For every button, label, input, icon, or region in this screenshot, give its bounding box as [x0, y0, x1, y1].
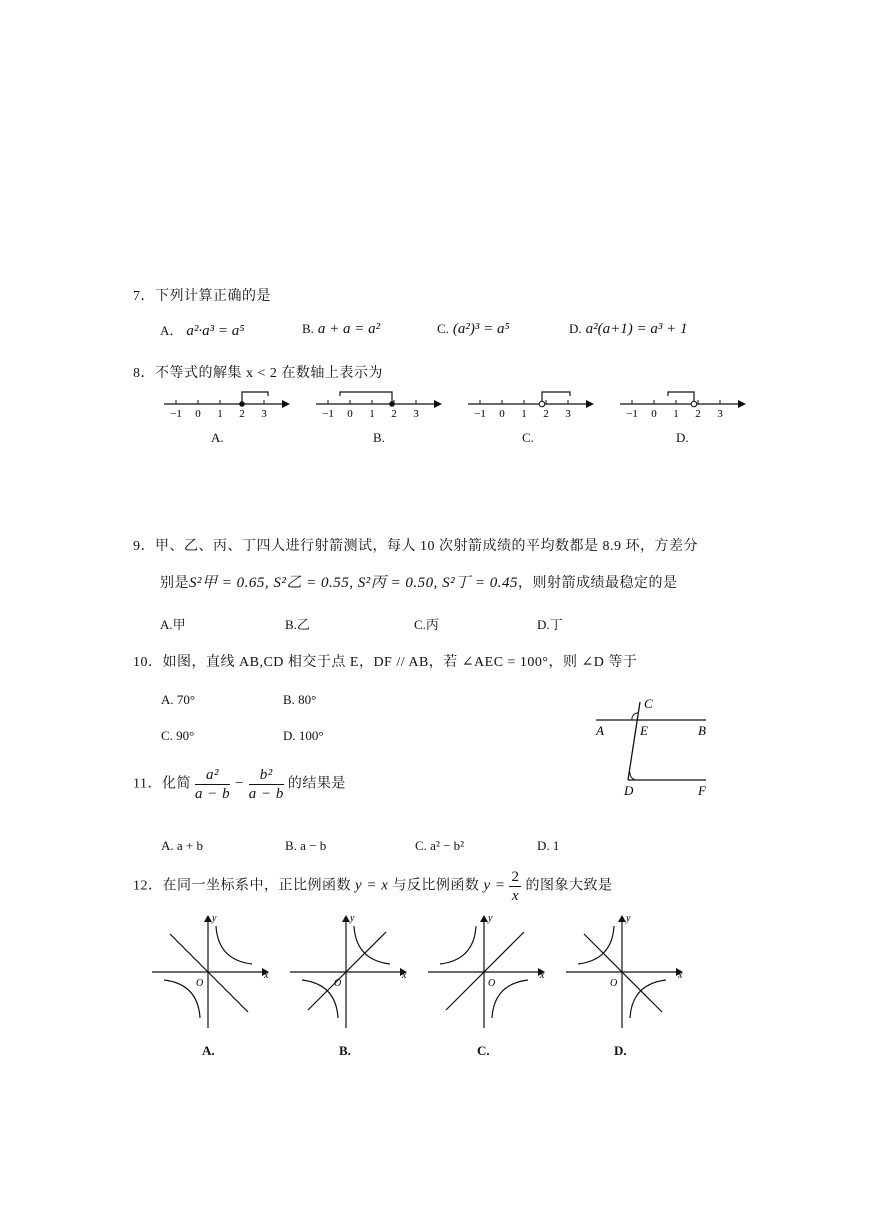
q12-label-d: D.	[614, 1043, 627, 1058]
q10-fig-label-f: F	[698, 783, 706, 798]
q7-option-c	[437, 320, 510, 338]
q11-option-d: D. 1	[537, 838, 560, 853]
q7-option-a-math: a²·a³ = a⁵	[186, 323, 245, 339]
q8b-tick-4: 3	[413, 408, 419, 420]
q8a-tick-1: 0	[195, 408, 201, 420]
q9-stem: 9．甲、乙、丙、丁四人进行射箭测试，每人 10 次射箭成绩的平均数都是 8.9 环，方差分	[133, 539, 698, 554]
q8-numberline-a	[160, 386, 294, 422]
q8-numberline-d	[616, 386, 750, 422]
q10-fig-label-c: C	[644, 696, 653, 711]
q12-stem-mid: 与反比例函数	[392, 878, 480, 894]
q10-fig-label-a: A	[596, 723, 604, 738]
q10-fig-label-b: B	[698, 723, 706, 738]
q8-stem: 8．不等式的解集 x < 2 在数轴上表示为	[133, 366, 383, 381]
q12d-origin: O	[610, 978, 618, 989]
q12-stem	[133, 868, 612, 905]
q10-fig-label-d: D	[624, 783, 634, 798]
q8c-tick-1: 0	[499, 408, 505, 420]
q8-label-d: D.	[676, 430, 689, 445]
q12c-x-label: x	[540, 970, 545, 981]
q12c-origin: O	[488, 978, 496, 989]
q8d-tick-0: −1	[626, 408, 638, 420]
q12-stem-prefix: 12．在同一坐标系中，正比例函数	[133, 878, 351, 894]
q8c-tick-4: 3	[565, 408, 571, 420]
q8-numberline-b	[312, 386, 446, 422]
q7-option-c-math: (a²)³ = a⁵	[452, 321, 510, 337]
q11-f1-den: a − b	[194, 786, 231, 802]
q9-variances: S²甲 = 0.65, S²乙 = 0.55, S²丙 = 0.50, S²丁 = 0.45	[189, 575, 518, 591]
q7-option-d-math: a²(a+1) = a³ + 1	[585, 321, 688, 337]
q8b-tick-2: 1	[369, 408, 375, 420]
q11-stem-prefix: 11．化简	[133, 776, 191, 792]
q7-option-c-label: C.	[437, 321, 449, 336]
q7-option-a	[160, 320, 244, 340]
q11-stem-suffix: 的结果是	[287, 776, 346, 792]
q12-f2-den: x	[511, 888, 520, 904]
q8-numberline-c	[464, 386, 598, 422]
q12-label-b: B.	[339, 1043, 351, 1058]
q7-option-b-label: B.	[302, 321, 314, 336]
q8b-tick-1: 0	[347, 408, 353, 420]
q9-option-b: B.乙	[285, 617, 310, 632]
q12c-y-label: y	[488, 913, 493, 924]
q12-f2-num: 2	[511, 869, 520, 885]
q12d-y-label: y	[626, 913, 631, 924]
q8-label-b: B.	[373, 430, 385, 445]
q11-fraction-2	[249, 766, 284, 803]
q7-option-b-math: a + a = a²	[317, 321, 381, 337]
q7-option-d	[569, 320, 688, 338]
q11-option-c: C. a² − b²	[415, 838, 465, 853]
q12-f2-lhs: y =	[483, 877, 506, 894]
q11-f2-den: a − b	[248, 786, 284, 802]
q9-line2	[160, 571, 677, 592]
q10-option-d: D. 100°	[283, 728, 324, 743]
q8c-tick-0: −1	[474, 408, 486, 420]
q7-option-a-label: A．	[160, 323, 183, 338]
q8-label-a: A.	[211, 430, 224, 445]
q11-minus: −	[234, 775, 245, 792]
q8d-tick-1: 0	[651, 408, 657, 420]
q12b-y-label: y	[350, 913, 355, 924]
q12d-x-label: x	[678, 970, 683, 981]
q11-stem	[133, 766, 346, 803]
q11-f1-num: a²	[195, 766, 230, 785]
q11-f2-num: b²	[249, 766, 284, 785]
q12-f2-fraction	[509, 868, 521, 905]
q12-label-a: A.	[202, 1043, 215, 1058]
q9-line2-suffix: ，则射箭成绩最稳定的是	[517, 576, 678, 591]
q7-option-b	[302, 320, 380, 338]
q8a-tick-0: −1	[170, 408, 182, 420]
q10-fig-label-e: E	[640, 723, 648, 738]
q12a-origin: O	[196, 978, 204, 989]
q11-fraction-1	[195, 766, 230, 803]
q12-graph-d	[562, 910, 688, 1030]
q7-option-d-label: D.	[569, 321, 582, 336]
q8c-tick-3: 2	[543, 408, 549, 420]
q12-stem-suffix: 的图象大致是	[525, 878, 613, 894]
q9-line2-prefix: 别是	[160, 576, 189, 591]
q12a-y-label: y	[212, 913, 217, 924]
q12a-x-label: x	[264, 970, 269, 981]
q12b-origin: O	[334, 978, 342, 989]
q12-graph-b	[286, 910, 412, 1030]
q8a-tick-3: 2	[239, 408, 245, 420]
q10-option-a: A. 70°	[161, 692, 196, 707]
q12-graph-c	[424, 910, 550, 1030]
q7-stem: 7．下列计算正确的是	[133, 289, 271, 304]
q8b-tick-0: −1	[322, 408, 334, 420]
q11-option-a: A. a + b	[161, 838, 203, 853]
q8a-tick-4: 3	[261, 408, 267, 420]
q8d-tick-2: 1	[673, 408, 679, 420]
q9-option-d: D.丁	[537, 617, 563, 632]
q10-figure	[588, 692, 718, 802]
q9-option-a: A.甲	[160, 617, 186, 632]
q12-graph-a	[148, 910, 274, 1030]
q11-option-b: B. a − b	[285, 838, 327, 853]
q12b-x-label: x	[402, 970, 407, 981]
q10-stem: 10．如图，直线 AB,CD 相交于点 E，DF // AB，若 ∠AEC = 100°，则 ∠D 等于	[133, 655, 638, 670]
q8a-tick-2: 1	[217, 408, 223, 420]
q8-label-c: C.	[522, 430, 534, 445]
q12-f1: y = x	[355, 877, 389, 894]
q8d-tick-3: 2	[695, 408, 701, 420]
q10-option-c: C. 90°	[161, 728, 195, 743]
q8b-tick-3: 2	[391, 408, 397, 420]
q12-label-c: C.	[477, 1043, 490, 1058]
q8c-tick-2: 1	[521, 408, 527, 420]
q10-option-b: B. 80°	[283, 692, 317, 707]
q8d-tick-4: 3	[717, 408, 723, 420]
q9-option-c: C.丙	[414, 617, 439, 632]
